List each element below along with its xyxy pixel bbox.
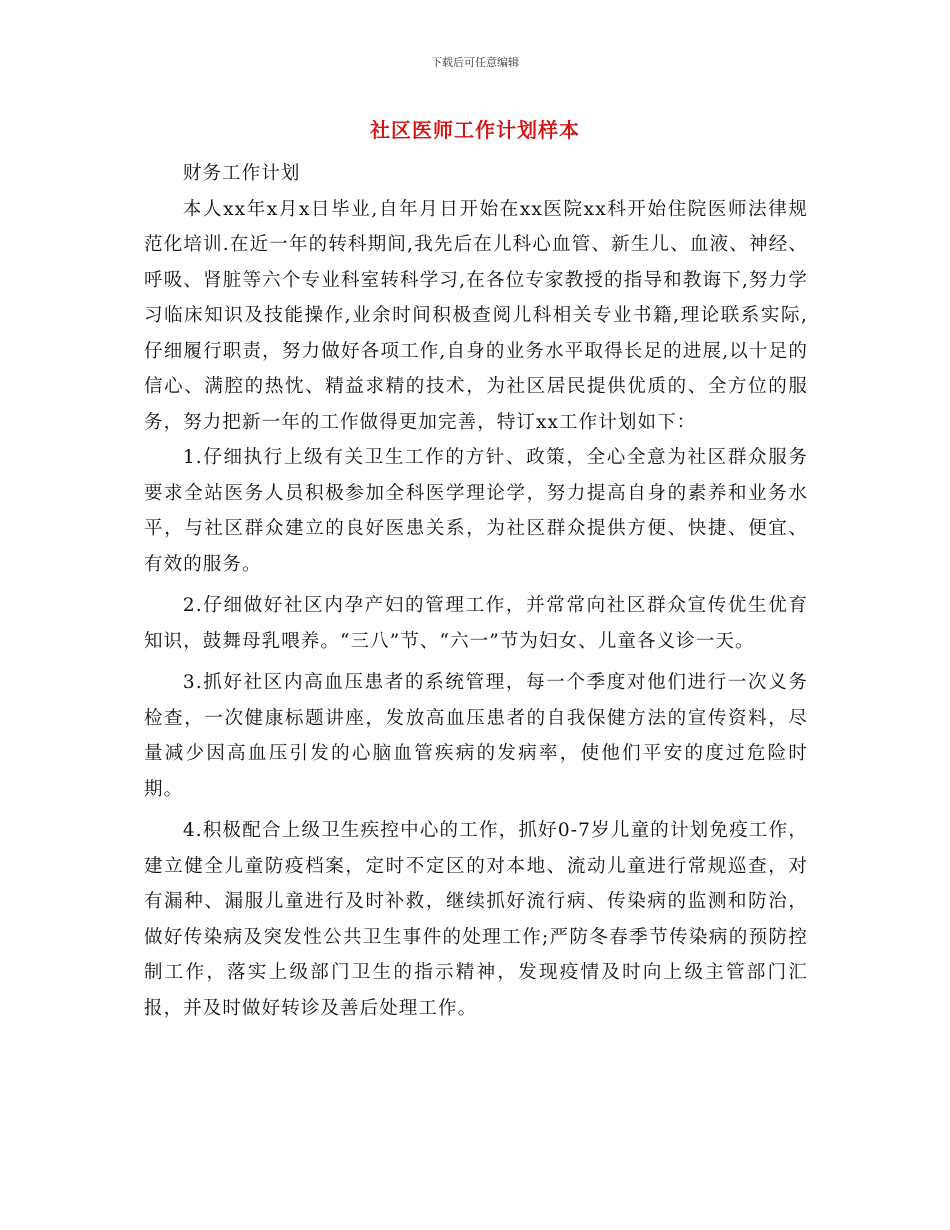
paragraph-item-4: 4.积极配合上级卫生疾控中心的工作，抓好0-7岁儿童的计划免疫工作，建立健全儿童防疫档案，定时不定区的对本地、流动儿童进行常规巡查，对有漏种、漏服儿童进行及时补救，继续抓好流行病、传染病的监测和防治，做好传染病及突发性公共卫生事件的处理工作;严防冬春季节传染病的预防控制工作，落实上级部门卫生的指示精神，发现疫情及时向上级主管部门汇报，并及时做好转诊及善后处理工作。 (144, 820, 808, 1019)
paragraph-section-heading: 财务工作计划 (182, 163, 301, 184)
paragraph-item-2: 2.仔细做好社区内孕产妇的管理工作，并常常向社区群众宣传优生优育知识，鼓舞母乳喂养。“三八”节、“六一”节为妇女、儿童各义诊一天。 (144, 595, 808, 652)
paragraph-item-3: 3.抓好社区内高血压患者的系统管理，每一个季度对他们进行一次义务检查，一次健康标题讲座，发放高血压患者的自我保健方法的宣传资料，尽量减少因高血压引发的心脑血管疾病的发病率，使他们平安的度过危险时期。 (144, 672, 808, 800)
document-body (144, 156, 808, 1026)
header-note: 下载后可任意编辑 (431, 56, 519, 69)
paragraph-item-1: 1.仔细执行上级有关卫生工作的方针、政策，全心全意为社区群众服务要求全站医务人员积极参加全科医学理论学，努力提高自身的素养和业务水平，与社区群众建立的良好医患关系，为社区群众提供方便、快捷、便宜、有效的服务。 (144, 447, 808, 575)
document-title: 社区医师工作计划样本 (370, 118, 580, 142)
paragraph-intro: 本人xx年x月x日毕业,自年月日开始在xx医院xx科开始住院医师法律规范化培训.在近一年的转科期间,我先后在儿科心血管、新生儿、血液、神经、呼吸、肾脏等六个专业科室转科学习,在各位专家教授的指导和教诲下,努力学习临床知识及技能操作,业余时间积极查阅儿科相关专业书籍,理论联系实际,仔细履行职责，努力做好各项工作,自身的业务水平取得长足的进展,以十足的信心、满腔的热忱、精益求精的技术，为社区居民提供优质的、全方位的服务，努力把新一年的工作做得更加完善，特订xx工作计划如下： (144, 198, 808, 433)
